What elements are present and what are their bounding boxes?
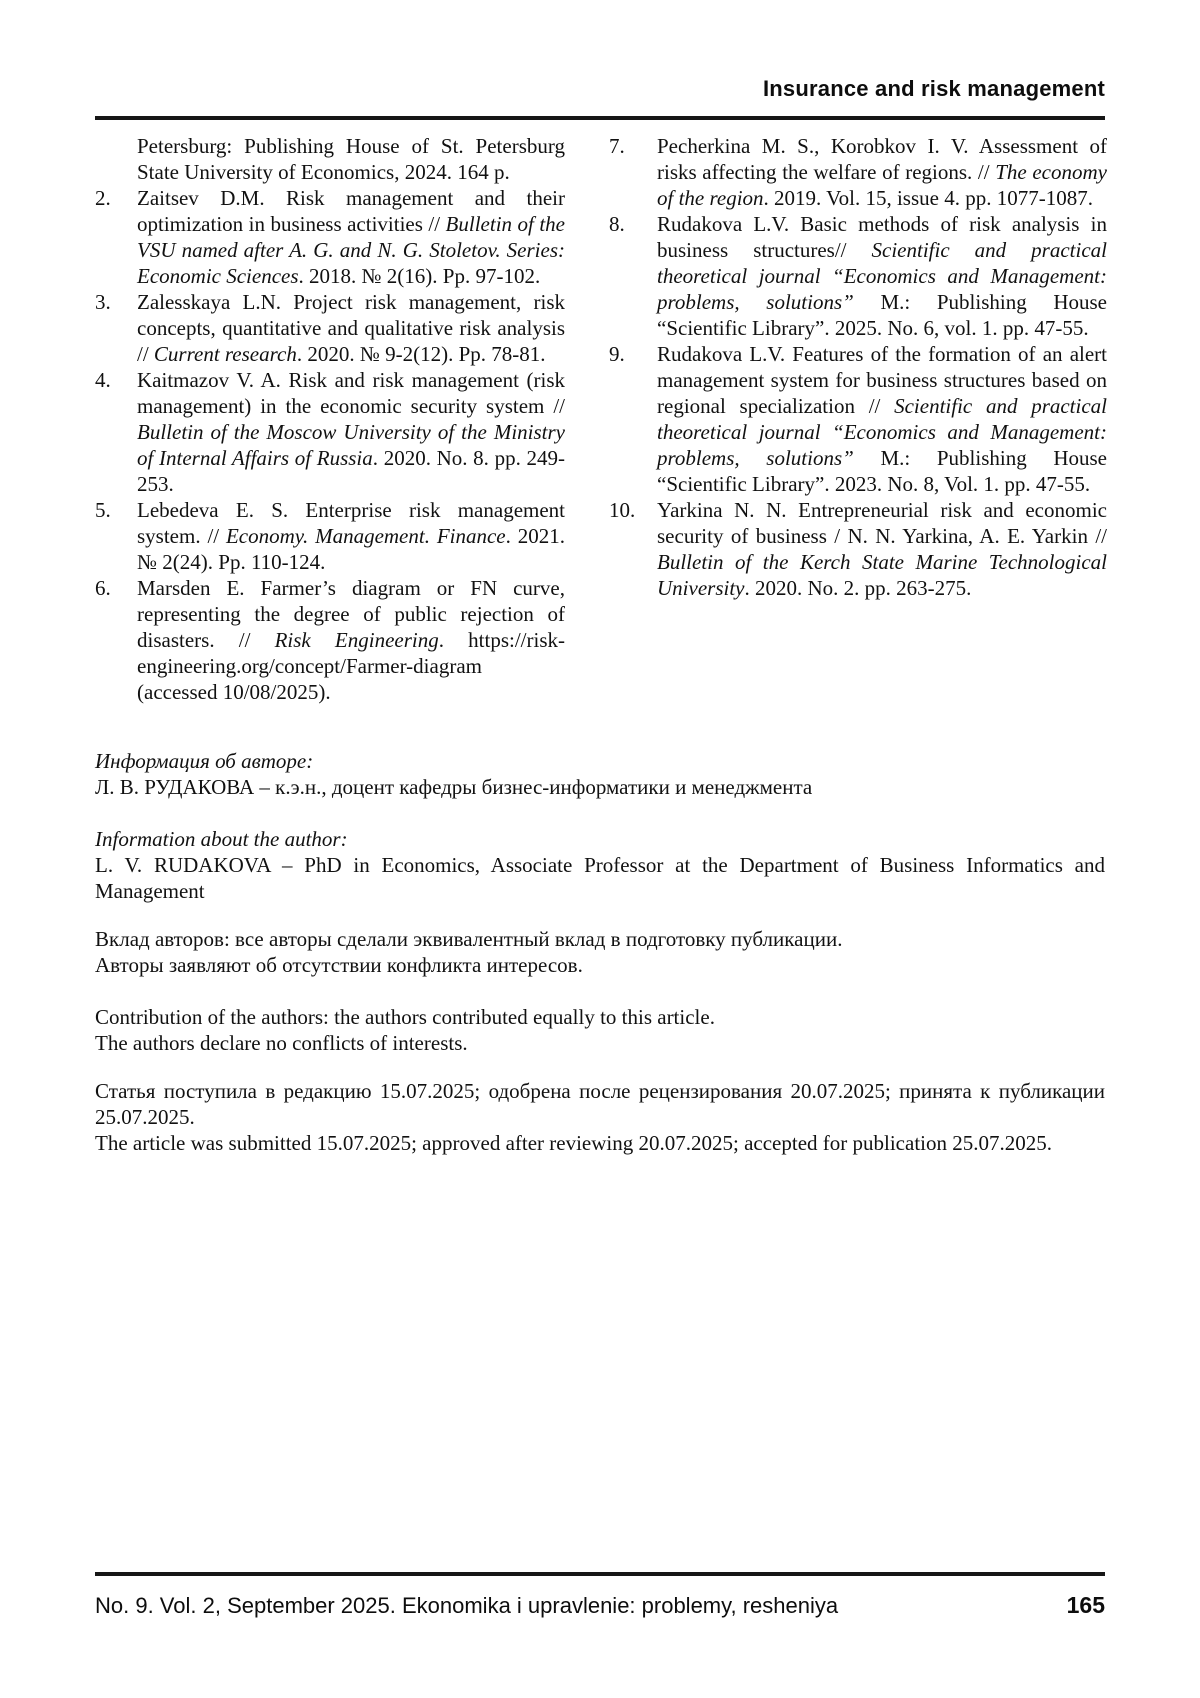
reference-text: Rudakova L.V. Basic methods of risk analysis in business structures// Scientific and practical theoretical journal “Economics and Management: problems, solutions” M.: Publishing House “Scientific Library”. 2025. No. 6, vol. 1. pp. 47-55. <box>657 212 1107 340</box>
contribution-ru-line2: Авторы заявляют об отсутствии конфликта интересов. <box>95 953 583 977</box>
author-info-text-en: L. V. RUDAKOVA – PhD in Economics, Associate Professor at the Department of Business Informatics and Management <box>95 853 1105 903</box>
reference-item <box>609 211 1107 341</box>
author-info-label-ru: Информация об авторе: <box>95 749 314 773</box>
reference-text: Zaitsev D.M. Risk management and their optimization in business activities // Bulletin of the VSU named after A. G. and N. G. Stoletov. Series: Economic Sciences. 2018. № 2(16). Pp. 97-102. <box>137 186 565 288</box>
reference-text: Zalesskaya L.N. Project risk management, risk concepts, quantitative and qualitative risk analysis // Current research. 2020. № 9-2(12). Pp. 78-81. <box>137 290 565 366</box>
reference-item <box>95 575 565 705</box>
reference-item <box>95 367 565 497</box>
reference-text: Lebedeva E. S. Enterprise risk management system. // Economy. Management. Finance. 2021. № 2(24). Pp. 110-124. <box>137 498 565 574</box>
reference-number: 2. <box>95 186 111 210</box>
reference-number: 7. <box>609 134 625 158</box>
contribution-en-line2: The authors declare no conflicts of interests. <box>95 1031 468 1055</box>
reference-text: Marsden E. Farmer’s diagram or FN curve, representing the degree of public rejection of disasters. // Risk Engineering. https://risk-engineering.org/concept/Farmer-diagram (accessed 10/08/2025). <box>137 576 565 704</box>
reference-number: 9. <box>609 342 625 366</box>
reference-item <box>609 497 1107 601</box>
author-info-text-ru: Л. В. РУДАКОВА – к.э.н., доцент кафедры бизнес-информатики и менеджмента <box>95 775 813 799</box>
footer-journal-line: No. 9. Vol. 2, September 2025. Ekonomika i upravlenie: problemy, resheniya <box>95 1593 839 1618</box>
reference-number: 4. <box>95 368 111 392</box>
reference-text: Petersburg: Publishing House of St. Petersburg State University of Economics, 2024. 164 p. <box>137 134 565 184</box>
reference-text: Pecherkina M. S., Korobkov I. V. Assessment of risks affecting the welfare of regions. // The economy of the region. 2019. Vol. 15, issue 4. pp. 1077-1087. <box>657 134 1107 210</box>
reference-text: Kaitmazov V. A. Risk and risk management (risk management) in the economic security system // Bulletin of the Moscow University of the Ministry of Internal Affairs of Russia. 2020. No. 8. pp. 249-253. <box>137 368 565 496</box>
reference-item <box>95 497 565 575</box>
reference-item <box>609 341 1107 497</box>
references-column-right <box>609 133 1107 705</box>
header-rule <box>95 116 1105 120</box>
reference-item <box>95 133 565 185</box>
references-section <box>95 133 1107 705</box>
page-number: 165 <box>1066 1592 1105 1618</box>
reference-text: Yarkina N. N. Entrepreneurial risk and economic security of business / N. N. Yarkina, A. E. Yarkin // Bulletin of the Kerch State Marine Technological University. 2020. No. 2. pp. 263-275. <box>657 498 1107 600</box>
reference-number: 10. <box>609 498 636 522</box>
back-matter-section <box>95 748 1105 1156</box>
author-info-label-en: Information about the author: <box>95 827 348 851</box>
contribution-en-line1: Contribution of the authors: the authors contributed equally to this article. <box>95 1005 715 1029</box>
contribution-ru-line1: Вклад авторов: все авторы сделали эквивалентный вклад в подготовку публикации. <box>95 927 843 951</box>
dates-en: The article was submitted 15.07.2025; approved after reviewing 20.07.2025; accepted for publication 25.07.2025. <box>95 1131 1052 1155</box>
references-column-left <box>95 133 565 705</box>
reference-item <box>609 133 1107 211</box>
reference-number: 8. <box>609 212 625 236</box>
dates-ru: Статья поступила в редакцию 15.07.2025; одобрена после рецензирования 20.07.2025; принята к публикации 25.07.2025. <box>95 1079 1105 1129</box>
page-footer <box>95 1592 1105 1619</box>
footer-rule <box>95 1572 1105 1576</box>
reference-number: 6. <box>95 576 111 600</box>
reference-number: 5. <box>95 498 111 522</box>
reference-text: Rudakova L.V. Features of the formation of an alert management system for business structures based on regional specialization // Scientific and practical theoretical journal “Economics and Management: problems, solutions” M.: Publishing House “Scientific Library”. 2023. No. 8, Vol. 1. pp. 47-55. <box>657 342 1108 496</box>
reference-number: 3. <box>95 290 111 314</box>
section-title: Insurance and risk management <box>762 76 1105 101</box>
reference-item <box>95 289 565 367</box>
reference-item <box>95 185 565 289</box>
running-head <box>95 76 1105 102</box>
